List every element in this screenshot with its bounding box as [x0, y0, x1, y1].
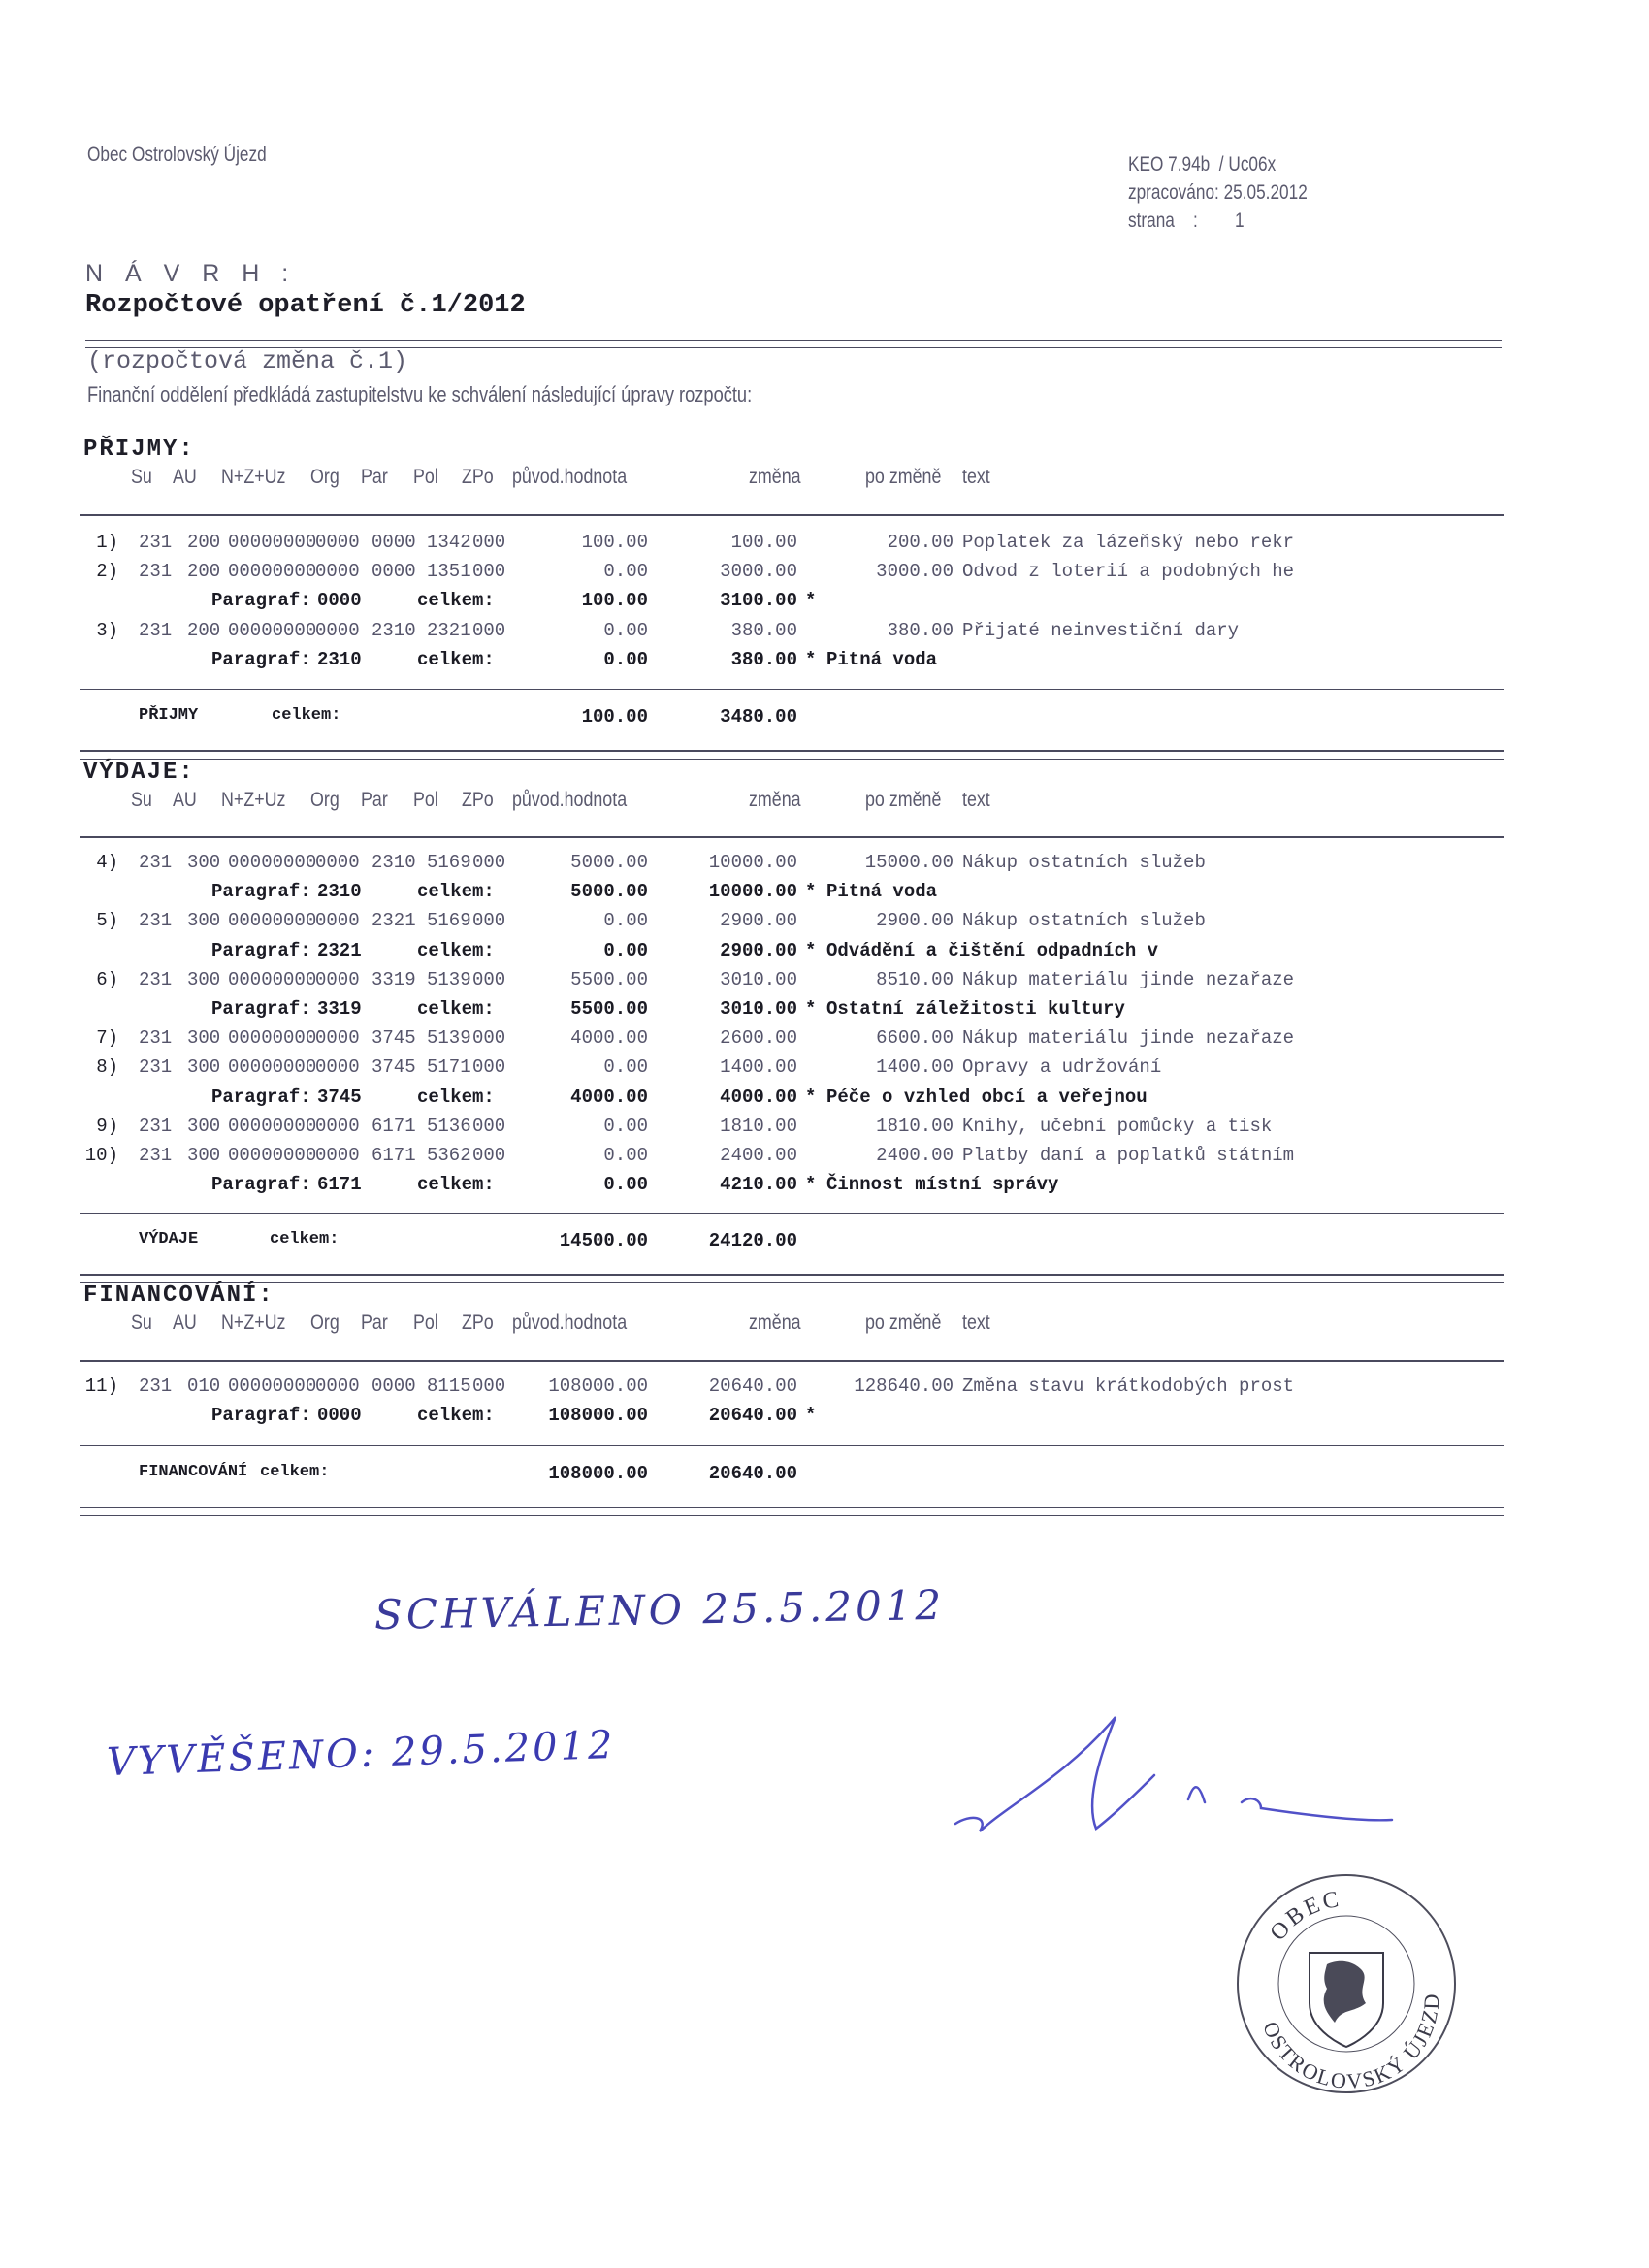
column-header-pol: Pol: [413, 789, 438, 811]
row-after: 1810.00: [876, 1115, 954, 1137]
column-header-zpo: ZPo: [462, 789, 494, 811]
row-number: 2): [96, 561, 118, 583]
processed-date: zpracováno: 25.05.2012: [1128, 181, 1308, 204]
paragraf-original: 4000.00: [570, 1085, 648, 1108]
paragraf-text: Pitná voda: [826, 881, 938, 903]
row-org: 0000: [315, 910, 360, 932]
column-header-change: změna: [749, 789, 801, 811]
section-end-rule: [80, 1274, 1504, 1276]
row-original: 4000.00: [570, 1027, 648, 1050]
row-text: Nákup materiálu jinde nezařaze: [962, 968, 1295, 990]
column-header-pol: Pol: [413, 466, 438, 488]
row-nzuz: 00000000: [228, 619, 317, 641]
row-pol: 8115: [427, 1376, 471, 1397]
paragraf-label: Paragraf:: [211, 1085, 311, 1108]
row-par: 6171: [372, 1115, 416, 1137]
section-total-name: FINANCOVÁNÍ: [139, 1463, 248, 1481]
row-nzuz: 00000000: [228, 1145, 317, 1166]
row-zpo: 000: [472, 1115, 506, 1137]
row-number: 10): [84, 1145, 118, 1166]
official-stamp: [1230, 1867, 1463, 2100]
row-su: 231: [139, 561, 173, 583]
row-number: 6): [96, 968, 118, 990]
column-header-par: Par: [361, 789, 388, 811]
row-org: 0000: [315, 619, 360, 641]
paragraf-label: Paragraf:: [211, 881, 311, 903]
row-pol: 1342: [427, 532, 471, 553]
row-after: 128640.00: [854, 1376, 954, 1397]
row-su: 231: [139, 1027, 173, 1050]
row-text: Nákup ostatních služeb: [962, 910, 1206, 932]
organization-name: Obec Ostrolovský Újezd: [87, 144, 267, 166]
paragraf-original: 0.00: [603, 1174, 648, 1196]
column-header-original: původ.hodnota: [512, 1312, 628, 1334]
column-header-par: Par: [361, 1312, 388, 1334]
column-header-au: AU: [173, 466, 197, 488]
section-end-rule: [80, 1507, 1504, 1508]
section-title-prijmy: PŘIJMY:: [83, 437, 195, 463]
row-text: Poplatek za lázeňský nebo rekr: [962, 532, 1295, 553]
paragraf-label: Paragraf:: [211, 1405, 311, 1427]
row-change: 3010.00: [720, 968, 797, 990]
row-after: 200.00: [887, 532, 954, 553]
paragraf-code: 0000: [317, 1405, 362, 1427]
row-change: 3000.00: [720, 561, 797, 583]
paragraf-text: Péče o vzhled obcí a veřejnou: [826, 1085, 1148, 1108]
paragraf-change: 3100.00: [720, 590, 797, 612]
section-end-rule: [80, 750, 1504, 752]
column-header-au: AU: [173, 1312, 197, 1334]
total-rule: [80, 689, 1504, 690]
row-number: 9): [96, 1115, 118, 1137]
section-total-label: celkem:: [272, 706, 341, 725]
row-su: 231: [139, 852, 173, 873]
paragraf-total-label: celkem:: [417, 1174, 495, 1196]
row-org: 0000: [315, 1115, 360, 1137]
intro-text: Finanční oddělení předkládá zastupitelstvu ke schválení následující úpravy rozpočtu:: [87, 382, 753, 406]
paragraf-mark: *: [805, 998, 817, 1020]
stamp-bottom-text: OSTROLOVSKÝ ÚJEZD: [1258, 1992, 1444, 2093]
section-title-financovani: FINANCOVÁNÍ:: [83, 1282, 275, 1309]
column-header-su: Su: [131, 466, 152, 488]
row-zpo: 000: [472, 968, 506, 990]
row-par: 2321: [372, 910, 416, 932]
row-su: 231: [139, 532, 173, 553]
row-change: 2900.00: [720, 910, 797, 932]
row-number: 1): [96, 532, 118, 553]
column-header-change: změna: [749, 1312, 801, 1334]
row-org: 0000: [315, 561, 360, 583]
row-after: 6600.00: [876, 1027, 954, 1050]
paragraf-original: 0.00: [603, 648, 648, 670]
column-header-su: Su: [131, 1312, 152, 1334]
row-after: 380.00: [887, 619, 954, 641]
row-au: 200: [187, 619, 221, 641]
row-zpo: 000: [472, 1376, 506, 1397]
section-total-label: celkem:: [260, 1463, 330, 1481]
row-nzuz: 00000000: [228, 852, 317, 873]
column-header-zpo: ZPo: [462, 466, 494, 488]
row-original: 5000.00: [570, 852, 648, 873]
row-pol: 1351: [427, 561, 471, 583]
paragraf-code: 3745: [317, 1085, 362, 1108]
row-org: 0000: [315, 1376, 360, 1397]
title-rule: [85, 340, 1502, 341]
column-header-text: text: [962, 789, 990, 811]
row-pol: 5139: [427, 968, 471, 990]
row-text: Opravy a udržování: [962, 1056, 1162, 1079]
row-au: 300: [187, 968, 221, 990]
section-total-change: 3480.00: [720, 706, 797, 728]
paragraf-text: Odvádění a čištění odpadních v: [826, 939, 1159, 961]
row-org: 0000: [315, 968, 360, 990]
row-change: 1810.00: [720, 1115, 797, 1137]
row-su: 231: [139, 1376, 173, 1397]
row-number: 4): [96, 852, 118, 873]
row-nzuz: 00000000: [228, 1027, 317, 1050]
paragraf-total-label: celkem:: [417, 939, 495, 961]
row-su: 231: [139, 1115, 173, 1137]
software-version: KEO 7.94b / Uc06x: [1128, 153, 1277, 176]
row-zpo: 000: [472, 532, 506, 553]
paragraf-label: Paragraf:: [211, 1174, 311, 1196]
row-par: 3745: [372, 1056, 416, 1079]
paragraf-original: 5000.00: [570, 881, 648, 903]
row-au: 300: [187, 1027, 221, 1050]
paragraf-total-label: celkem:: [417, 590, 495, 612]
row-au: 300: [187, 852, 221, 873]
row-org: 0000: [315, 1145, 360, 1166]
row-number: 11): [84, 1376, 118, 1397]
row-org: 0000: [315, 532, 360, 553]
column-header-org: Org: [310, 789, 340, 811]
section-end-rule: [80, 1282, 1504, 1283]
column-header-nzuz: N+Z+Uz: [221, 789, 286, 811]
paragraf-code: 2310: [317, 648, 362, 670]
row-text: Změna stavu krátkodobých prost: [962, 1376, 1295, 1397]
row-par: 6171: [372, 1145, 416, 1166]
header-rule: [80, 1360, 1504, 1362]
row-text: Platby daní a poplatků státním: [962, 1145, 1295, 1166]
row-pol: 2321: [427, 619, 471, 641]
paragraf-original: 5500.00: [570, 998, 648, 1020]
row-change: 2600.00: [720, 1027, 797, 1050]
row-pol: 5136: [427, 1115, 471, 1137]
row-nzuz: 00000000: [228, 910, 317, 932]
section-total-name: PŘIJMY: [139, 706, 199, 725]
section-total-label: celkem:: [270, 1230, 340, 1248]
row-au: 200: [187, 561, 221, 583]
column-header-par: Par: [361, 466, 388, 488]
draft-label: N Á V R H :: [85, 260, 297, 287]
paragraf-mark: *: [805, 648, 817, 670]
row-par: 0000: [372, 1376, 416, 1397]
page-number: strana : 1: [1128, 210, 1245, 232]
paragraf-total-label: celkem:: [417, 648, 495, 670]
row-change: 1400.00: [720, 1056, 797, 1079]
column-header-original: původ.hodnota: [512, 789, 628, 811]
paragraf-total-label: celkem:: [417, 1405, 495, 1427]
section-end-rule: [80, 759, 1504, 760]
row-original: 0.00: [603, 619, 648, 641]
row-au: 010: [187, 1376, 221, 1397]
row-number: 7): [96, 1027, 118, 1050]
paragraf-change: 3010.00: [720, 998, 797, 1020]
row-change: 100.00: [730, 532, 797, 553]
row-original: 0.00: [603, 561, 648, 583]
row-after: 2400.00: [876, 1145, 954, 1166]
column-header-nzuz: N+Z+Uz: [221, 466, 286, 488]
paragraf-text: Pitná voda: [826, 648, 938, 670]
row-number: 3): [96, 619, 118, 641]
row-original: 0.00: [603, 1145, 648, 1166]
total-rule: [80, 1445, 1504, 1446]
column-header-su: Su: [131, 789, 152, 811]
total-rule: [80, 1213, 1504, 1214]
row-su: 231: [139, 1145, 173, 1166]
paragraf-text: Ostatní záležitosti kultury: [826, 998, 1125, 1020]
paragraf-total-label: celkem:: [417, 1085, 495, 1108]
column-header-after: po změně: [865, 1312, 942, 1334]
paragraf-text: Činnost místní správy: [826, 1174, 1059, 1196]
section-total-original: 108000.00: [548, 1463, 648, 1484]
column-header-nzuz: N+Z+Uz: [221, 1312, 286, 1334]
row-change: 10000.00: [708, 852, 797, 873]
row-pol: 5139: [427, 1027, 471, 1050]
column-header-pol: Pol: [413, 1312, 438, 1334]
paragraf-label: Paragraf:: [211, 590, 311, 612]
row-original: 108000.00: [548, 1376, 648, 1397]
svg-text:OBEC: [1266, 1887, 1343, 1946]
row-pol: 5171: [427, 1056, 471, 1079]
paragraf-change: 10000.00: [708, 881, 797, 903]
section-total-name: VÝDAJE: [139, 1230, 199, 1248]
paragraf-total-label: celkem:: [417, 881, 495, 903]
signature: [951, 1707, 1416, 1843]
column-header-text: text: [962, 466, 990, 488]
section-total-original: 100.00: [581, 706, 648, 728]
paragraf-change: 380.00: [730, 648, 797, 670]
paragraf-change: 4210.00: [720, 1174, 797, 1196]
row-zpo: 000: [472, 1145, 506, 1166]
row-zpo: 000: [472, 852, 506, 873]
row-par: 3745: [372, 1027, 416, 1050]
paragraf-mark: *: [805, 1174, 817, 1196]
column-header-text: text: [962, 1312, 990, 1334]
row-after: 15000.00: [864, 852, 954, 873]
row-org: 0000: [315, 1027, 360, 1050]
column-header-au: AU: [173, 789, 197, 811]
document-title: Rozpočtové opatření č.1/2012: [85, 291, 526, 320]
column-header-original: původ.hodnota: [512, 466, 628, 488]
posted-handwriting: VYVĚŠENO: 29.5.2012: [106, 1722, 617, 1786]
paragraf-original: 108000.00: [548, 1405, 648, 1427]
stamp-top-text: OBEC: [1265, 1886, 1343, 1946]
section-title-vydaje: VÝDAJE:: [83, 760, 195, 786]
row-text: Knihy, učební pomůcky a tisk: [962, 1115, 1273, 1137]
paragraf-code: 2310: [317, 881, 362, 903]
row-par: 0000: [372, 561, 416, 583]
row-zpo: 000: [472, 1056, 506, 1079]
row-par: 0000: [372, 532, 416, 553]
paragraf-total-label: celkem:: [417, 998, 495, 1020]
paragraf-mark: *: [805, 1085, 817, 1108]
paragraf-original: 100.00: [581, 590, 648, 612]
row-nzuz: 00000000: [228, 1115, 317, 1137]
row-su: 231: [139, 910, 173, 932]
paragraf-original: 0.00: [603, 939, 648, 961]
row-nzuz: 00000000: [228, 1376, 317, 1397]
row-after: 2900.00: [876, 910, 954, 932]
row-par: 3319: [372, 968, 416, 990]
row-original: 100.00: [581, 532, 648, 553]
row-zpo: 000: [472, 561, 506, 583]
column-header-change: změna: [749, 466, 801, 488]
header-rule: [80, 836, 1504, 838]
column-header-org: Org: [310, 1312, 340, 1334]
paragraf-change: 4000.00: [720, 1085, 797, 1108]
approved-handwriting: SCHVÁLENO 25.5.2012: [373, 1580, 946, 1639]
paragraf-change: 20640.00: [708, 1405, 797, 1427]
column-header-org: Org: [310, 466, 340, 488]
row-change: 380.00: [730, 619, 797, 641]
row-text: Nákup ostatních služeb: [962, 852, 1206, 873]
column-header-zpo: ZPo: [462, 1312, 494, 1334]
row-org: 0000: [315, 1056, 360, 1079]
column-header-after: po změně: [865, 466, 942, 488]
row-number: 8): [96, 1056, 118, 1079]
row-original: 0.00: [603, 1115, 648, 1137]
row-text: Přijaté neinvestiční dary: [962, 619, 1240, 641]
paragraf-label: Paragraf:: [211, 939, 311, 961]
row-par: 2310: [372, 619, 416, 641]
paragraf-label: Paragraf:: [211, 648, 311, 670]
row-nzuz: 00000000: [228, 968, 317, 990]
row-after: 1400.00: [876, 1056, 954, 1079]
row-original: 5500.00: [570, 968, 648, 990]
row-zpo: 000: [472, 1027, 506, 1050]
document-subtitle: (rozpočtová změna č.1): [87, 347, 408, 375]
row-org: 0000: [315, 852, 360, 873]
row-nzuz: 00000000: [228, 561, 317, 583]
row-su: 231: [139, 1056, 173, 1079]
row-original: 0.00: [603, 910, 648, 932]
row-nzuz: 00000000: [228, 1056, 317, 1079]
row-zpo: 000: [472, 619, 506, 641]
row-text: Odvod z loterií a podobných he: [962, 561, 1295, 583]
row-text: Nákup materiálu jinde nezařaze: [962, 1027, 1295, 1050]
row-pol: 5169: [427, 852, 471, 873]
paragraf-mark: *: [805, 881, 817, 903]
paragraf-code: 6171: [317, 1174, 362, 1196]
row-su: 231: [139, 619, 173, 641]
row-zpo: 000: [472, 910, 506, 932]
paragraf-label: Paragraf:: [211, 998, 311, 1020]
section-total-original: 14500.00: [559, 1230, 648, 1251]
row-after: 8510.00: [876, 968, 954, 990]
row-original: 0.00: [603, 1056, 648, 1079]
paragraf-code: 2321: [317, 939, 362, 961]
row-after: 3000.00: [876, 561, 954, 583]
paragraf-code: 0000: [317, 590, 362, 612]
row-au: 200: [187, 532, 221, 553]
header-rule: [80, 514, 1504, 516]
row-par: 2310: [372, 852, 416, 873]
row-su: 231: [139, 968, 173, 990]
paragraf-code: 3319: [317, 998, 362, 1020]
row-pol: 5169: [427, 910, 471, 932]
paragraf-mark: *: [805, 1405, 817, 1427]
paragraf-mark: *: [805, 590, 817, 612]
section-end-rule: [80, 1515, 1504, 1516]
row-number: 5): [96, 910, 118, 932]
paragraf-mark: *: [805, 939, 817, 961]
row-pol: 5362: [427, 1145, 471, 1166]
row-au: 300: [187, 1115, 221, 1137]
row-au: 300: [187, 1145, 221, 1166]
column-header-after: po změně: [865, 789, 942, 811]
row-nzuz: 00000000: [228, 532, 317, 553]
section-total-change: 24120.00: [708, 1230, 797, 1251]
paragraf-change: 2900.00: [720, 939, 797, 961]
row-change: 2400.00: [720, 1145, 797, 1166]
row-change: 20640.00: [708, 1376, 797, 1397]
row-au: 300: [187, 1056, 221, 1079]
row-au: 300: [187, 910, 221, 932]
section-total-change: 20640.00: [708, 1463, 797, 1484]
